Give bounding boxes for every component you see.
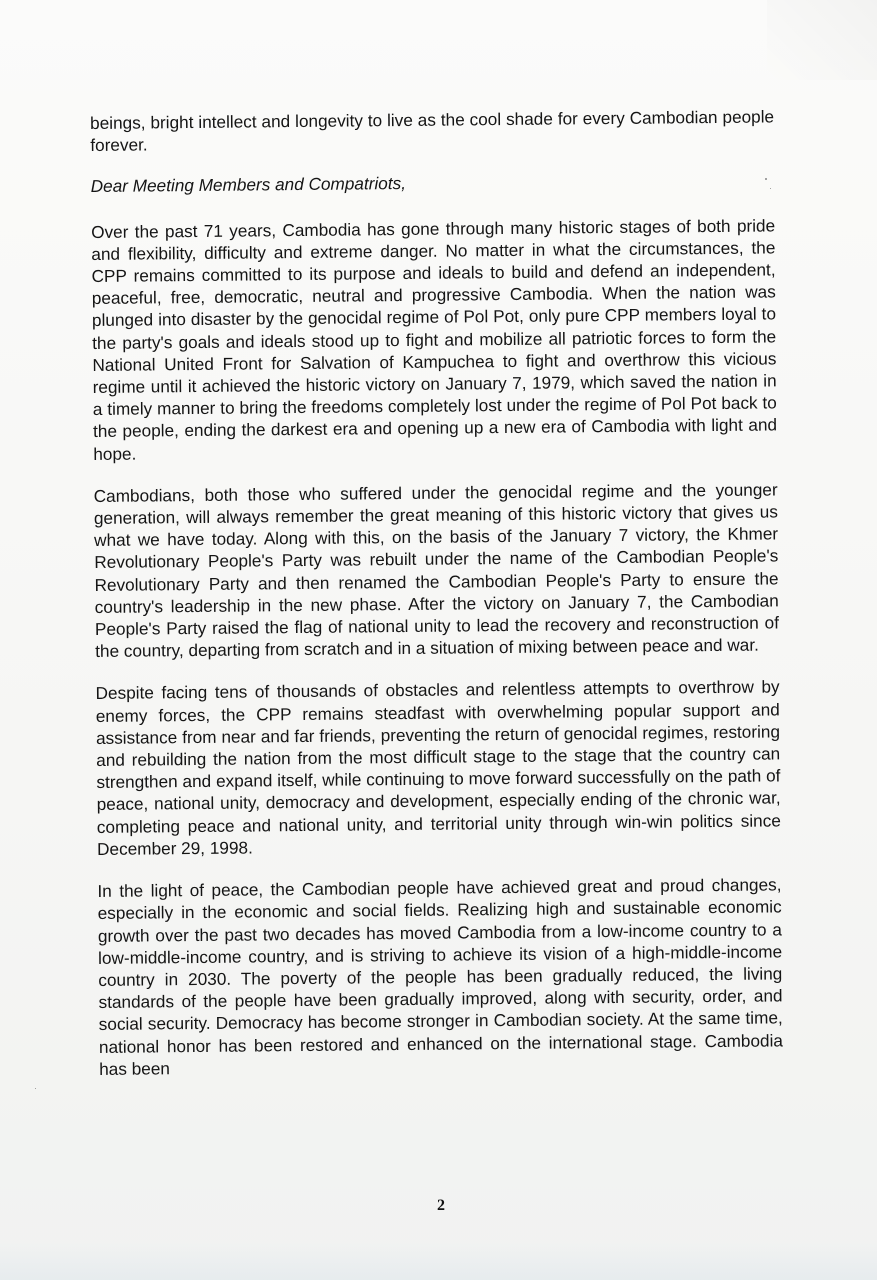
scan-bottom-tint <box>0 1242 877 1280</box>
body-paragraph-peace: In the light of peace, the Cambodian people have achieved great and proud changes, especially in the economic and social fields. Realizing high and sustainable economic growth over the past two decades has moved Cambodia from a low-income country to a low-middle-income country, and is striving to achieve its vision of a high-middle-income country in 2030. The poverty of the people has been gradually reduced, the living standards of the people have been gradually improved, along with security, order, and social security. Democracy has become stronger in Cambodian society. At the same time, national honor has been restored and enhanced on the international stage. Cambodia has been <box>97 874 784 1079</box>
opening-continuation-paragraph: beings, bright intellect and longevity to live as the cool shade for every Cambodian people forever. <box>90 106 775 156</box>
body-paragraph-history: Over the past 71 years, Cambodia has gone through many historic stages of both pride and flexibility, difficulty and extreme danger. No matter in what the circumstances, the CPP remains committed to its purpose and ideals to build and defend an independent, peaceful, free, democratic, neutral and progressive Cambodia. When the nation was plunged into disaster by the genocidal regime of Pol Pot, only pure CPP members loyal to the party's goals and ideals stood up to fight and mobilize all patriotic forces to form the National United Front for Salvation of Kampuchea to fight and overthrow this vicious regime until it achieved the historic victory on January 7, 1979, which saved the nation in a timely manner to bring the freedoms completely lost under the regime of Pol Pot back to the people, ending the darkest era and opening up a new era of Cambodia with light and hope. <box>91 215 778 464</box>
body-paragraph-victory: Cambodians, both those who suffered under the genocidal regime and the younger generation, will always remember the great meaning of this historic victory that gives us what we have today. Along with this, on the basis of the January 7 victory, the Khmer Revolutionary People's Party was rebuilt under the name of the Cambodian People's Revolutionary Party and then renamed the Cambodian People's Party to ensure the country's leadership in the new phase. After the victory on January 7, the Cambodian People's Party raised the flag of national unity to lead the recovery and reconstruction of the country, departing from scratch and in a situation of mixing between peace and war. <box>93 479 780 662</box>
scan-edge-shadow <box>767 0 877 80</box>
document-body <box>90 105 783 1099</box>
page-number: 2 <box>437 1197 445 1214</box>
salutation: Dear Meeting Members and Compatriots, <box>90 173 407 197</box>
scan-speck <box>765 178 767 180</box>
scan-speck <box>35 1088 36 1089</box>
scan-speck <box>770 188 771 189</box>
body-paragraph-obstacles: Despite facing tens of thousands of obstacles and relentless attempts to overthrow by enemy forces, the CPP remains steadfast with overwhelming popular support and assistance from near and far friends, preventing the return of genocidal regimes, restoring and rebuilding the nation from the most difficult stage to the stage that the country can strengthen and expand itself, while continuing to move forward successfully on the path of peace, national unity, democracy and development, especially ending of the chronic war, completing peace and national unity, and territorial unity through win-win politics since December 29, 1998. <box>95 676 781 859</box>
